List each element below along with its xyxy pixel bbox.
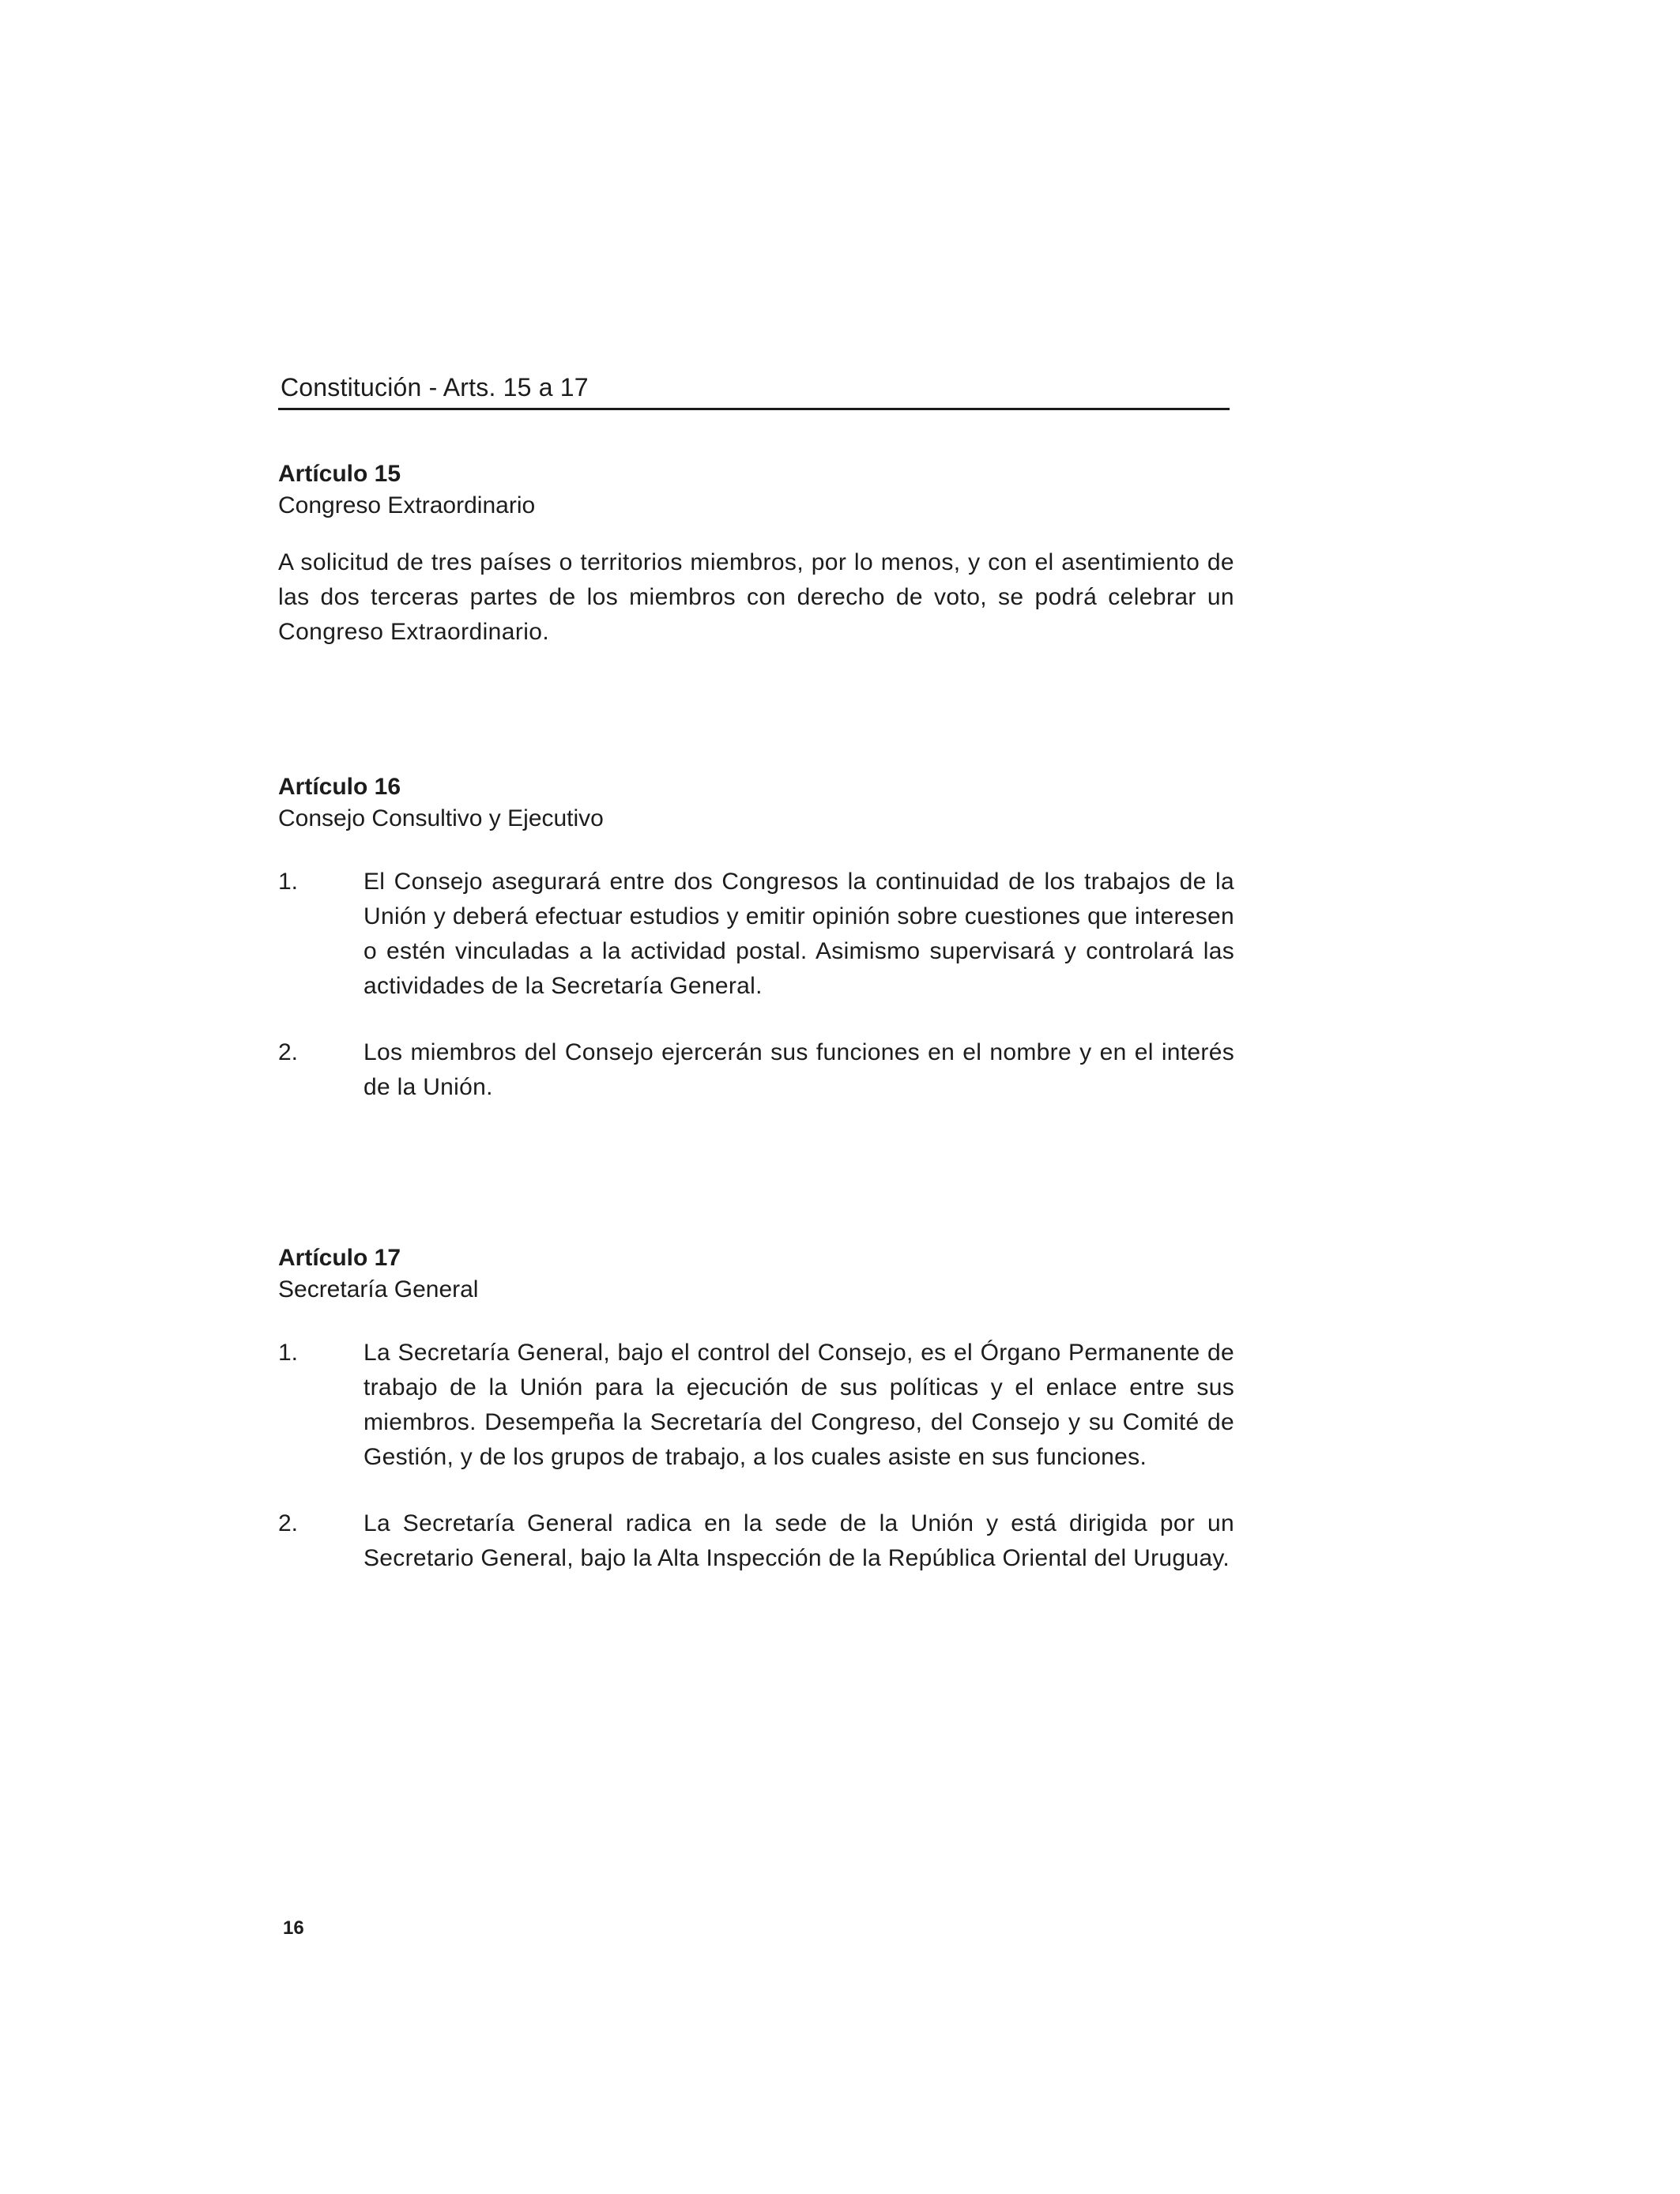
article-subtitle: Secretaría General	[278, 1276, 479, 1302]
article-16	[278, 771, 1234, 1137]
item-text: El Consejo asegurará entre dos Congresos la continuidad de los trabajos de la Unión y deberá efectuar estudios y emitir opinión sobre cuestiones que interesen o estén vinculadas a la actividad postal. Asimismo supervisará y controlará las actividades de la Secretaría General.	[363, 869, 1234, 999]
article-items	[278, 865, 1234, 1105]
item-text: Los miembros del Consejo ejercerán sus funciones en el nombre y en el interés de la Unión.	[363, 1039, 1234, 1100]
running-header: Constitución - Arts. 15 a 17	[281, 373, 589, 401]
item-number: 1.	[278, 1340, 299, 1366]
item-number: 2.	[278, 1039, 299, 1065]
article-title: Artículo 17	[278, 1245, 401, 1271]
article-subtitle: Congreso Extraordinario	[278, 492, 536, 518]
article-paragraph: A solicitud de tres países o territorios miembros, por lo menos, y con el asentimiento de las dos terceras partes de los miembros con derecho de voto, se podrá celebrar un Congreso Extraordinario.	[278, 549, 1234, 645]
article-items	[278, 1336, 1234, 1576]
article-subtitle: Consejo Consultivo y Ejecutivo	[278, 805, 604, 831]
item-number: 2.	[278, 1510, 299, 1536]
article-title: Artículo 15	[278, 461, 401, 487]
item-text: La Secretaría General, bajo el control del Consejo, es el Órgano Permanente de trabajo de la Unión para la ejecución de sus políticas y el enlace entre sus miembros. Desempeña la Secretaría del Congreso, del Consejo y su Comité de Gestión, y de los grupos de trabajo, a los cuales asiste en sus funciones.	[363, 1340, 1234, 1470]
article-15	[278, 458, 1234, 650]
header-rule	[278, 408, 1230, 410]
list-item	[278, 1336, 1234, 1475]
article-17	[278, 1242, 1234, 1608]
article-title: Artículo 16	[278, 774, 401, 800]
list-item	[278, 1035, 1234, 1105]
list-item	[278, 865, 1234, 1004]
list-item	[278, 1506, 1234, 1576]
page-number: 16	[283, 1917, 304, 1939]
item-text: La Secretaría General radica en la sede de la Unión y está dirigida por un Secretario General, bajo la Alta Inspección de la República Oriental del Uruguay.	[363, 1510, 1234, 1571]
item-number: 1.	[278, 869, 299, 895]
